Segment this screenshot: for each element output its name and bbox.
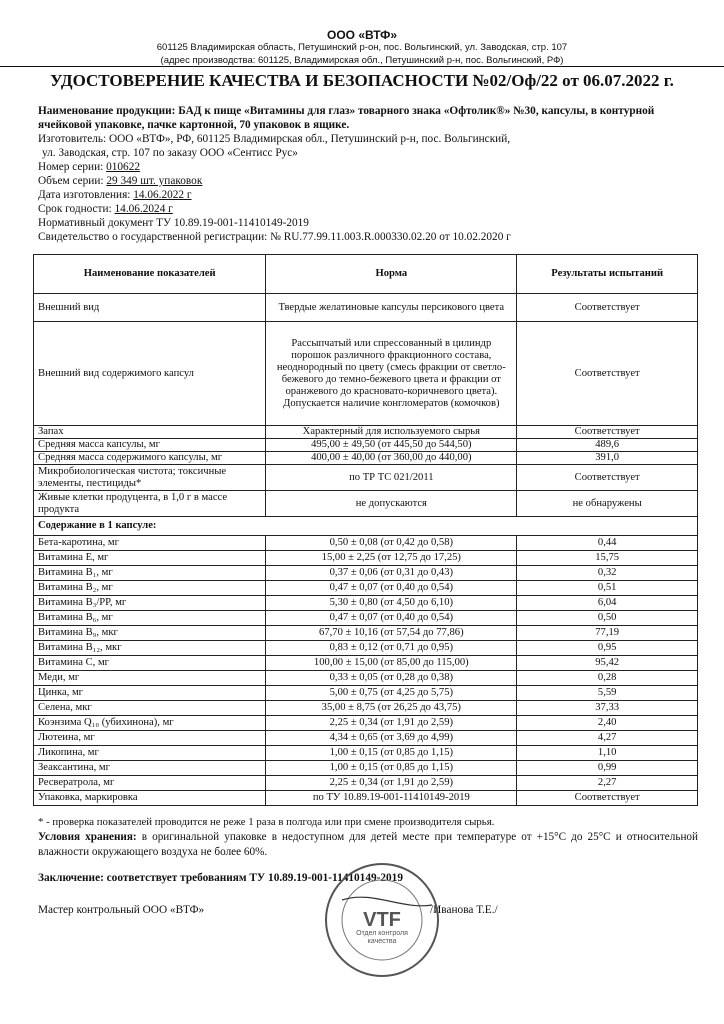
mfg-date-value: 14.06.2022 г xyxy=(133,189,192,201)
registration: Свидетельство о государственной регистрации: № RU.77.99.11.003.R.000330.02.20 от 10.02.2020 г xyxy=(38,231,511,243)
cell-norm: 5,30 ± 0,80 (от 4,50 до 6,10) xyxy=(266,596,517,611)
cell-result: не обнаружены xyxy=(517,491,698,517)
cell-result: 0,28 xyxy=(517,671,698,686)
storage-text: в оригинальной упаковке в недоступном для детей месте при температуре от +15°С до 25°С и относительной влажности окружающего воздуха не более 60%. xyxy=(38,831,699,858)
table-row xyxy=(34,746,698,761)
cell-result: 1,10 xyxy=(517,746,698,761)
cell-result: 37,33 xyxy=(517,701,698,716)
cell-norm: 0,47 ± 0,07 (от 0,40 до 0,54) xyxy=(266,581,517,596)
cell-norm: 400,00 ± 40,00 (от 360,00 до 440,00) xyxy=(266,452,517,465)
cell-norm: 1,00 ± 0,15 (от 0,85 до 1,15) xyxy=(266,746,517,761)
table-row xyxy=(34,322,698,426)
header-indicator: Наименование показателей xyxy=(34,255,266,294)
batch-value: 010622 xyxy=(106,161,140,173)
cell-norm: 495,00 ± 49,50 (от 445,50 до 544,50) xyxy=(266,439,517,452)
cell-indicator: Зеаксантина, мг xyxy=(34,761,266,776)
cell-indicator: Селена, мкг xyxy=(34,701,266,716)
cell-indicator: Витамина C, мг xyxy=(34,656,266,671)
cell-result: 0,32 xyxy=(517,566,698,581)
cell-result: 15,75 xyxy=(517,551,698,566)
cell-norm: Твердые желатиновые капсулы персикового цвета xyxy=(266,294,517,322)
cell-indicator: Витамина B₁, мг xyxy=(34,566,266,581)
table-row xyxy=(34,656,698,671)
cell-indicator: Внешний вид содержимого капсул xyxy=(34,322,266,426)
cell-indicator: Меди, мг xyxy=(34,671,266,686)
cell-norm: 2,25 ± 0,34 (от 1,91 до 2,59) xyxy=(266,776,517,791)
stamp-logo: VTF xyxy=(363,909,401,931)
conclusion: Заключение: соответствует требованиям ТУ 10.89.19-001-11410149-2019 xyxy=(38,872,403,884)
section-row xyxy=(34,517,698,536)
table-row xyxy=(34,491,698,517)
table-row xyxy=(34,686,698,701)
table-row xyxy=(34,641,698,656)
cell-indicator: Витамина E, мг xyxy=(34,551,266,566)
cell-result: 4,27 xyxy=(517,731,698,746)
cell-indicator: Запах xyxy=(34,426,266,439)
table-row xyxy=(34,294,698,322)
cell-norm: не допускаются xyxy=(266,491,517,517)
cell-norm: 1,00 ± 0,15 (от 0,85 до 1,15) xyxy=(266,761,517,776)
product-label: Наименование продукции: xyxy=(38,105,176,117)
cell-indicator: Внешний вид xyxy=(34,294,266,322)
table-row xyxy=(34,426,698,439)
header-norm: Норма xyxy=(266,255,517,294)
cell-indicator: Витамина B₃/PP, мг xyxy=(34,596,266,611)
cell-result: 2,40 xyxy=(517,716,698,731)
quality-table xyxy=(33,254,698,806)
mfg-date-label: Дата изготовления: xyxy=(38,189,131,201)
batch-label: Номер серии: xyxy=(38,161,104,173)
table-row xyxy=(34,566,698,581)
cell-result: 0,51 xyxy=(517,581,698,596)
manufacturer-line2: ул. Заводская, стр. 107 по заказу ООО «Сентисс Рус» xyxy=(42,147,298,159)
cell-norm: по ТУ 10.89.19-001-11410149-2019 xyxy=(266,791,517,806)
table-body-content xyxy=(34,536,698,806)
table-row xyxy=(34,701,698,716)
cell-result: 0,50 xyxy=(517,611,698,626)
cell-norm: Рассыпчатый или спрессованный в цилиндр порошок различного фракционного состава, неоднородный по цвету (смесь фракции от светло-бежевого до темно-бежевого цвета и фракции от оранжевого до красновато-коричневого цвета). Допускается наличие конгломератов (комочков) xyxy=(266,322,517,426)
cell-result: Соответствует xyxy=(517,294,698,322)
cell-indicator: Лютеина, мг xyxy=(34,731,266,746)
company-address: 601125 Владимирская область, Петушинский р-он, пос. Вольгинский, ул. Заводская, стр. 107 xyxy=(156,42,568,53)
cell-result: 5,59 xyxy=(517,686,698,701)
table-row xyxy=(34,536,698,551)
manufacturer-line1: Изготовитель: ООО «ВТФ», РФ, 601125 Владимирская обл., Петушинский р-н, пос. Вольгинский, xyxy=(38,133,511,145)
table-row xyxy=(34,596,698,611)
cell-norm: 15,00 ± 2,25 (от 12,75 до 17,25) xyxy=(266,551,517,566)
table-row xyxy=(34,761,698,776)
normative-doc: Нормативный документ ТУ 10.89.19-001-11410149-2019 xyxy=(38,217,309,229)
expiry-value: 14.06.2024 г xyxy=(114,203,173,215)
cell-indicator: Витамина B₆, мг xyxy=(34,611,266,626)
table-row xyxy=(34,581,698,596)
cell-result: 0,95 xyxy=(517,641,698,656)
footnote: * - проверка показателей проводится не реже 1 раза в полгода или при смене производителя сырья. xyxy=(38,816,495,828)
table-row xyxy=(34,671,698,686)
cell-norm: 2,25 ± 0,34 (от 1,91 до 2,59) xyxy=(266,716,517,731)
product-info xyxy=(38,104,698,244)
storage-conditions xyxy=(38,830,698,860)
table-row xyxy=(34,465,698,491)
cell-norm: по ТР ТС 021/2011 xyxy=(266,465,517,491)
document-title: УДОСТОВЕРЕНИЕ КАЧЕСТВА И БЕЗОПАСНОСТИ №02/Оф/22 от 06.07.2022 г. xyxy=(0,66,724,91)
quality-stamp-icon xyxy=(322,860,442,980)
storage-label: Условия хранения: xyxy=(38,831,137,843)
cell-result: 0,44 xyxy=(517,536,698,551)
cell-result: 489,6 xyxy=(517,439,698,452)
cell-result: Соответствует xyxy=(517,426,698,439)
stamp-text: Отдел контроля качества xyxy=(356,930,408,945)
cell-norm: 5,00 ± 0,75 (от 4,25 до 5,75) xyxy=(266,686,517,701)
company-name: ООО «ВТФ» xyxy=(326,28,397,42)
cell-norm: 0,50 ± 0,08 (от 0,42 до 0,58) xyxy=(266,536,517,551)
cell-indicator: Витамина B₂, мг xyxy=(34,581,266,596)
cell-norm: 0,33 ± 0,05 (от 0,28 до 0,38) xyxy=(266,671,517,686)
signature-role: Мастер контрольный ООО «ВТФ» xyxy=(38,904,205,916)
cell-result: Соответствует xyxy=(517,791,698,806)
table-row xyxy=(34,776,698,791)
cell-indicator: Микробиологическая чистота; токсичные элементы, пестициды* xyxy=(34,465,266,491)
cell-result: Соответствует xyxy=(517,465,698,491)
table-row xyxy=(34,731,698,746)
cell-norm: 0,37 ± 0,06 (от 0,31 до 0,43) xyxy=(266,566,517,581)
header-result: Результаты испытаний xyxy=(517,255,698,294)
cell-norm: 100,00 ± 15,00 (от 85,00 до 115,00) xyxy=(266,656,517,671)
expiry-label: Срок годности: xyxy=(38,203,112,215)
cell-result: 391,0 xyxy=(517,452,698,465)
signature-name: /Иванова Т.Е./ xyxy=(430,904,498,916)
volume-label: Объем серии: xyxy=(38,175,104,187)
cell-norm: 4,34 ± 0,65 (от 3,69 до 4,99) xyxy=(266,731,517,746)
volume-value: 29 349 шт. упаковок xyxy=(106,175,203,187)
production-address: (адрес производства: 601125, Владимирская обл., Петушинский р-н, пос. Вольгинский, РФ) xyxy=(160,55,564,66)
cell-indicator: Коэнзима Q₁₀ (убихинона), мг xyxy=(34,716,266,731)
table-row xyxy=(34,626,698,641)
cell-indicator: Средняя масса капсулы, мг xyxy=(34,439,266,452)
cell-norm: 0,83 ± 0,12 (от 0,71 до 0,95) xyxy=(266,641,517,656)
section-title: Содержание в 1 капсуле: xyxy=(34,517,698,536)
table-row xyxy=(34,791,698,806)
cell-result: 0,99 xyxy=(517,761,698,776)
product-value: БАД к пище «Витамины для глаз» товарного знака «Офтолик®» №30, капсулы, в контурной ячейковой упаковке, пачке картонной, 70 упаковок в ящике. xyxy=(38,105,655,131)
cell-result: 95,42 xyxy=(517,656,698,671)
table-row xyxy=(34,452,698,465)
cell-result: Соответствует xyxy=(517,322,698,426)
cell-norm: Характерный для используемого сырья xyxy=(266,426,517,439)
cell-norm: 0,47 ± 0,07 (от 0,40 до 0,54) xyxy=(266,611,517,626)
table-row xyxy=(34,716,698,731)
cell-indicator: Витамина B₉, мкг xyxy=(34,626,266,641)
cell-indicator: Упаковка, маркировка xyxy=(34,791,266,806)
cell-indicator: Ликопина, мг xyxy=(34,746,266,761)
cell-indicator: Цинка, мг xyxy=(34,686,266,701)
cell-indicator: Живые клетки продуцента, в 1,0 г в массе продукта xyxy=(34,491,266,517)
cell-indicator: Бета-каротина, мг xyxy=(34,536,266,551)
cell-norm: 35,00 ± 8,75 (от 26,25 до 43,75) xyxy=(266,701,517,716)
cell-result: 2,27 xyxy=(517,776,698,791)
table-body-top xyxy=(34,294,698,517)
table-row xyxy=(34,439,698,452)
cell-norm: 67,70 ± 10,16 (от 57,54 до 77,86) xyxy=(266,626,517,641)
cell-result: 77,19 xyxy=(517,626,698,641)
table-row xyxy=(34,611,698,626)
cell-result: 6,04 xyxy=(517,596,698,611)
table-row xyxy=(34,551,698,566)
cell-indicator: Витамина B₁₂, мкг xyxy=(34,641,266,656)
cell-indicator: Средняя масса содержимого капсулы, мг xyxy=(34,452,266,465)
cell-indicator: Ресвератрола, мг xyxy=(34,776,266,791)
